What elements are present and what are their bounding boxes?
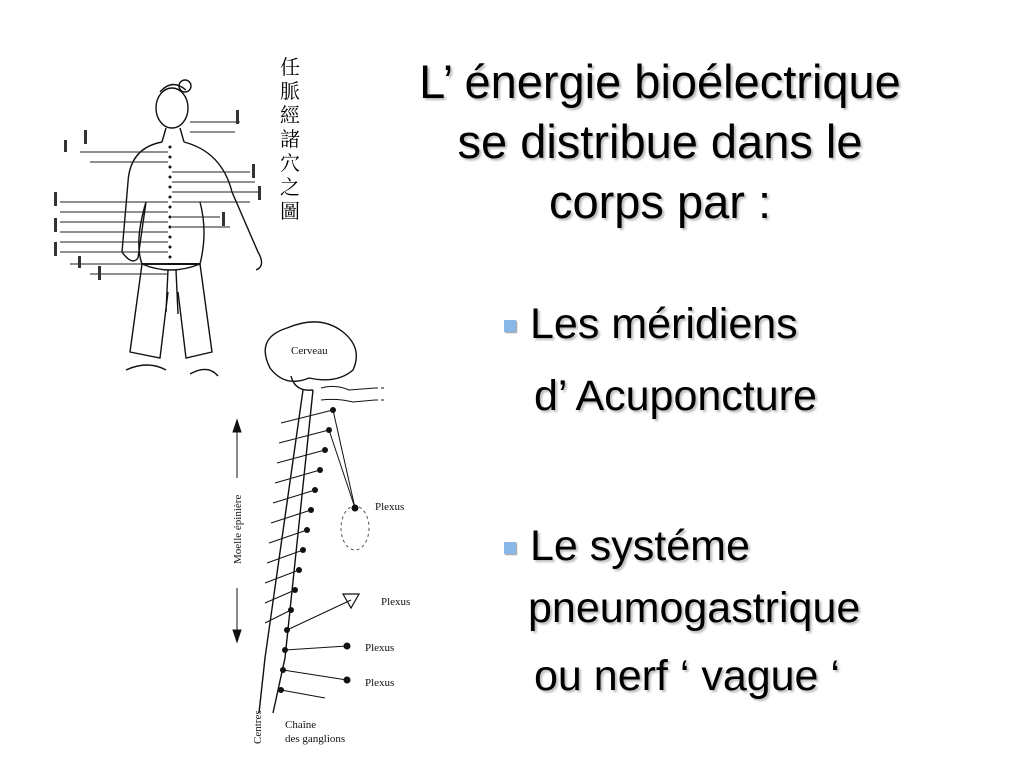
- bullet-text: Les méridiens: [530, 300, 798, 348]
- bullet-square-icon: [504, 542, 516, 554]
- heading-char: 任: [280, 55, 300, 79]
- bullet-item-vagus: [530, 522, 750, 571]
- title-line: corps par :: [548, 175, 772, 228]
- meridian-points: [169, 146, 172, 259]
- plexus-label-3: Plexus: [365, 642, 395, 654]
- plexus-node: [344, 677, 351, 684]
- bullet-continuation: pneumogastrique: [528, 584, 861, 632]
- chain-label-line1: Chaîne: [285, 719, 317, 731]
- bullet-square-icon: [504, 320, 516, 332]
- bullet-item-meridians: [530, 300, 798, 349]
- heading-char: 脈: [280, 79, 300, 103]
- heading-char: 諸: [280, 127, 300, 151]
- brain-label: Cerveau: [291, 345, 328, 357]
- plexus-label-2: Plexus: [381, 596, 411, 608]
- nervous-system-figure: [225, 318, 425, 748]
- plexus-label-4: Plexus: [365, 677, 395, 689]
- bullet-continuation: ou nerf ‘ vague ‘: [534, 652, 840, 700]
- organ-outline: [341, 506, 369, 550]
- centres-label: Centres: [252, 710, 264, 744]
- plexus-node: [344, 643, 351, 650]
- heading-char: 之: [280, 175, 300, 199]
- title-line: se distribue dans le: [457, 115, 863, 168]
- plexus-label-1: Plexus: [375, 501, 405, 513]
- meridian-leader-lines: [60, 122, 260, 274]
- annotation-glyphs: [54, 110, 261, 280]
- heading-char: 穴: [280, 151, 300, 175]
- heading-char: 經: [280, 103, 300, 127]
- chain-label-line2: des ganglions: [285, 733, 346, 745]
- slide-title: [330, 52, 990, 232]
- title-line: L’ énergie bioélectrique: [419, 55, 901, 108]
- spinal-cord-label: Moelle épinière: [232, 494, 244, 564]
- plexus-node: [352, 505, 359, 512]
- bullet-text: Le systéme: [530, 522, 750, 570]
- plexus-node: [343, 594, 359, 608]
- heading-char: 圖: [280, 199, 300, 223]
- chinese-heading: [280, 55, 300, 223]
- bullet-continuation: d’ Acuponcture: [534, 372, 817, 420]
